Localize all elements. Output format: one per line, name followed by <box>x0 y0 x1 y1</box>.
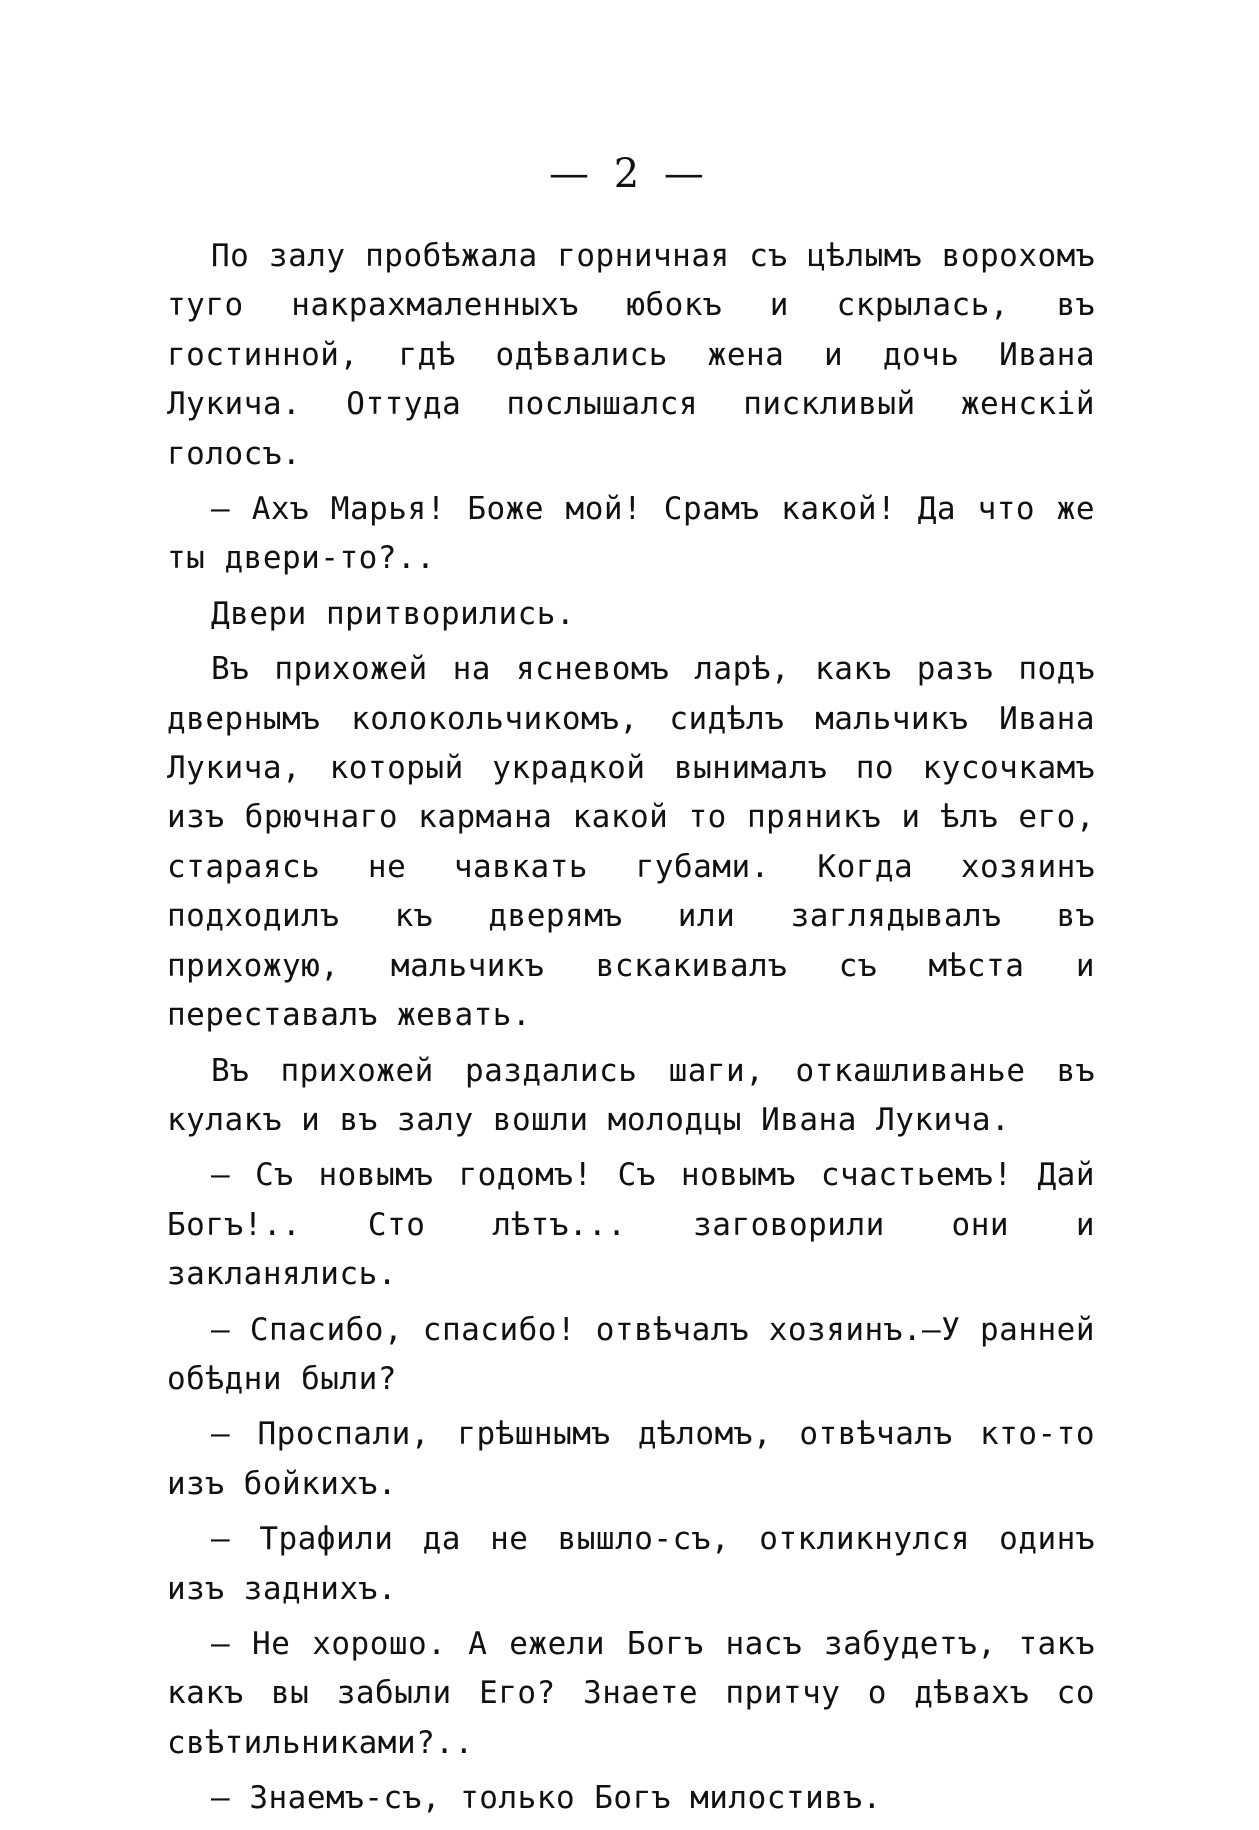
paragraph: Двери притворились. <box>211 595 576 632</box>
paragraph: Въ прихожей раздались шаги, откашливанье въ кулакъ и въ залу вошли молодцы Ивана Лукича. <box>167 1052 1095 1138</box>
paragraph: — Съ новымъ годомъ! Съ новымъ счастьемъ! Дай Богъ!.. Сто лѣтъ... заговорили они и закланялись. <box>167 1157 1095 1293</box>
paragraph: — Знаемъ-съ, только Богъ милостивъ. <box>211 1780 882 1817</box>
body-text <box>167 232 1095 1830</box>
paragraph: — Проспали, грѣшнымъ дѣломъ, отвѣчалъ кто-то изъ бойкихъ. <box>167 1416 1095 1502</box>
paragraph: — Ахъ Марья! Боже мой! Срамъ какой! Да что же ты двери-то?.. <box>167 491 1095 577</box>
paragraph: — Не хорошо. А ежели Богъ насъ забудетъ, такъ какъ вы забыли Его? Знаете притчу о дѣвахъ со свѣтильниками?.. <box>167 1625 1095 1761</box>
page-number: — 2 — <box>549 151 710 197</box>
paragraph: — Трафили да не вышло-съ, откликнулся одинъ изъ заднихъ. <box>167 1521 1095 1607</box>
paragraph: Въ прихожей на ясневомъ ларѣ, какъ разъ подъ двернымъ колокольчикомъ, сидѣлъ мальчикъ Ивана Лукича, который украдкой вынималъ по кусочкамъ изъ брючнаго кармана какой то пряникъ и ѣлъ его, стараясь не чавкать губами. Когда хозяинъ подходилъ къ дверямъ или заглядывалъ въ прихожую, мальчикъ вскакивалъ съ мѣста и переставалъ жевать. <box>167 651 1095 1034</box>
paragraph: — Спасибо, спасибо! отвѣчалъ хозяинъ.—У ранней обѣдни были? <box>167 1311 1095 1397</box>
paragraph: По залу пробѣжала горничная съ цѣлымъ ворохомъ туго накрахмаленныхъ юбокъ и скрылась, въ гостинной, гдѣ одѣвались жена и дочь Ивана Лукича. Оттуда послышался пискливый женскій голосъ. <box>167 238 1095 472</box>
